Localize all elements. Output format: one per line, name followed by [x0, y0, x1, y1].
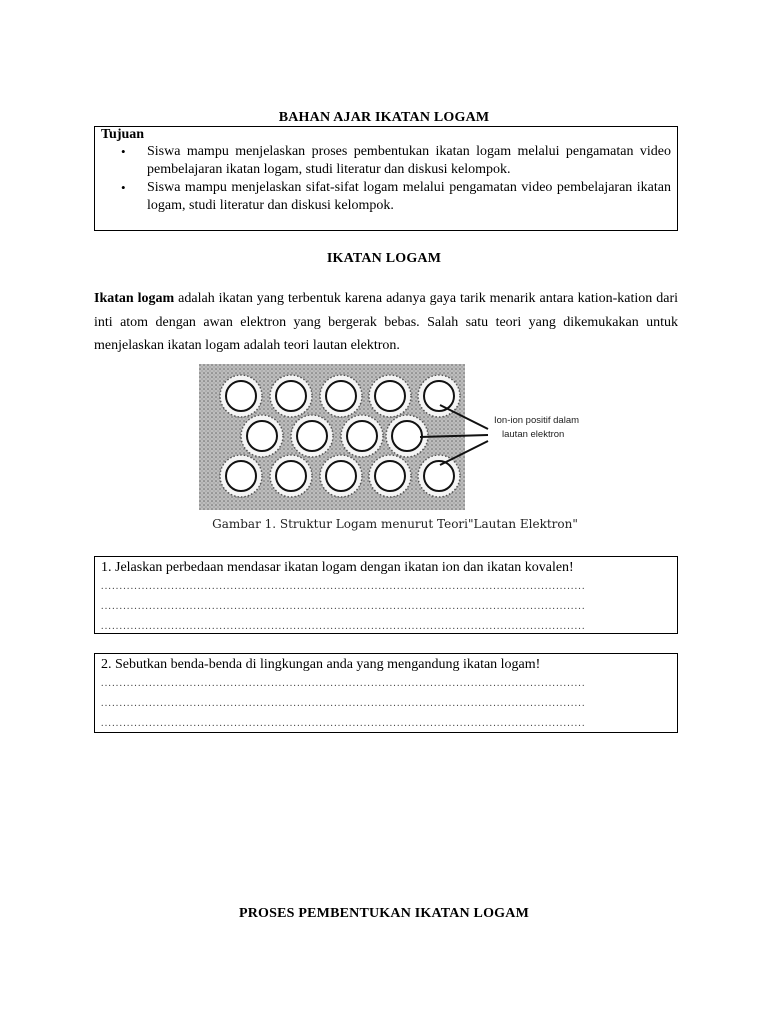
tujuan-item [101, 179, 671, 215]
question-box-1 [94, 556, 678, 634]
bullet-icon: • [121, 180, 126, 195]
positive-ion [276, 381, 306, 411]
figure-label-line1: Ion-ion positif dalam [494, 415, 580, 426]
positive-ion [297, 421, 327, 451]
positive-ion [226, 381, 256, 411]
pointer-line [440, 405, 488, 429]
intro-text: adalah ikatan yang terbentuk karena adanya gaya tarik menarik antara kation-kation dari inti atom dengan awan elektron yang bergerak bebas. Salah satu teori yang dikemukakan untuk menjelaskan ikatan logam adalah teori lautan elektron. [94, 291, 679, 353]
figure-label-line2: lautan elektron [502, 429, 565, 440]
document-title: BAHAN AJAR IKATAN LOGAM [278, 110, 490, 125]
positive-ion [347, 421, 377, 451]
figure-label [494, 414, 579, 442]
question-box-2 [94, 653, 678, 733]
bullet-icon: • [121, 144, 126, 159]
positive-ion [226, 461, 256, 491]
answer-line[interactable]: ................................................................................................................................... [101, 698, 586, 709]
answer-line[interactable]: ................................................................................................................................... [101, 621, 586, 632]
footer-heading: PROSES PEMBENTUKAN IKATAN LOGAM [239, 906, 529, 921]
pointer-line [440, 441, 488, 465]
intro-term: Ikatan logam [94, 291, 175, 306]
positive-ion [375, 381, 405, 411]
answer-line[interactable]: ................................................................................................................................... [101, 718, 586, 729]
question-text: 2. Sebutkan benda-benda di lingkungan anda yang mengandung ikatan logam! [101, 657, 541, 672]
figure-caption: Gambar 1. Struktur Logam menurut Teori"Lautan Elektron" [212, 517, 578, 531]
pointer-line [420, 435, 488, 437]
tujuan-item [101, 143, 671, 179]
tujuan-label: Tujuan [101, 127, 145, 142]
answer-line[interactable]: ................................................................................................................................... [101, 601, 586, 612]
tujuan-item-text: Siswa mampu menjelaskan proses pembentukan ikatan logam melalui pengamatan video pembelajaran ikatan logam, studi literatur dan diskusi kelompok. [147, 144, 671, 177]
question-text: 1. Jelaskan perbedaan mendasar ikatan logam dengan ikatan ion dan ikatan kovalen! [101, 560, 574, 575]
answer-line[interactable]: ................................................................................................................................... [101, 678, 586, 689]
positive-ion [247, 421, 277, 451]
positive-ion [326, 461, 356, 491]
positive-ion [276, 461, 306, 491]
positive-ion [392, 421, 422, 451]
tujuan-item-text: Siswa mampu menjelaskan sifat-sifat logam melalui pengamatan video pembelajaran ikatan logam, studi literatur dan diskusi kelompok. [147, 180, 671, 213]
tujuan-box [94, 126, 678, 231]
tujuan-list [101, 143, 671, 215]
positive-ion [326, 381, 356, 411]
section-heading: IKATAN LOGAM [326, 251, 442, 266]
positive-ion [375, 461, 405, 491]
answer-line[interactable]: ................................................................................................................................... [101, 581, 586, 592]
intro-paragraph [94, 287, 678, 358]
